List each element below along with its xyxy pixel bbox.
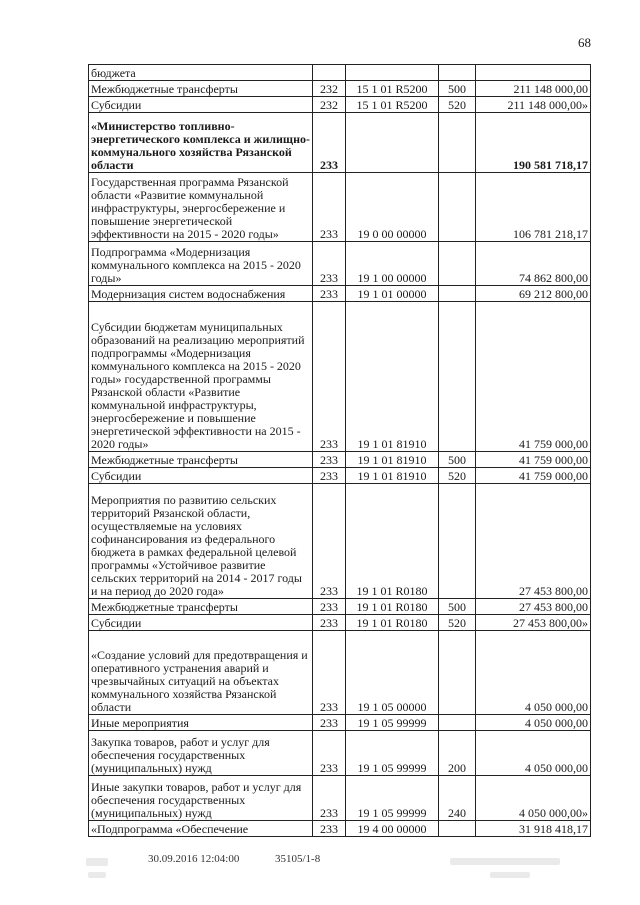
table-row [89,599,591,615]
row-cs-cell: 19 1 01 81910 [346,468,439,484]
row-cs-cell: 19 0 00 00000 [346,173,439,242]
table-row [89,113,591,173]
row-cs-cell [346,65,439,81]
row-name-cell: Мероприятия по развитию сельских территорий Рязанской области, осуществляемые на условиях софинансирования из федерального бюджета в рамках федеральной целевой программы «Устойчивое развитие сельских территорий на 2014 - 2017 годы и на период до 2020 года» [89,484,313,599]
scan-smudge [88,872,106,878]
table-row [89,81,591,97]
row-vr-cell [439,113,476,173]
row-gr-cell: 233 [313,484,346,599]
table-row [89,821,591,837]
footer-doc-id: 35105/1-8 [275,853,321,865]
row-cs-cell: 19 1 05 99999 [346,731,439,776]
row-name-cell: Государственная программа Рязанской области «Развитие коммунальной инфраструктуры, энергосбережение и повышение энергетической эффективности на 2015 - 2020 годы» [89,173,313,242]
row-name-cell: «Подпрограмма «Обеспечение [89,821,313,837]
row-sum-cell: 41 759 000,00 [476,468,591,484]
row-gr-cell: 233 [313,821,346,837]
row-gr-cell: 232 [313,97,346,113]
row-cs-cell: 19 1 05 99999 [346,776,439,821]
row-sum-cell: 27 453 800,00 [476,484,591,599]
row-sum-cell: 106 781 218,17 [476,173,591,242]
row-sum-cell: 211 148 000,00 [476,81,591,97]
row-name-cell: Иные закупки товаров, работ и услуг для обеспечения государственных (муниципальных) нужд [89,776,313,821]
row-vr-cell: 520 [439,97,476,113]
scan-smudge [490,872,530,878]
table-row [89,452,591,468]
row-vr-cell [439,631,476,715]
row-gr-cell: 233 [313,631,346,715]
row-gr-cell: 233 [313,731,346,776]
row-sum-cell: 4 050 000,00 [476,631,591,715]
table-row [89,173,591,242]
row-vr-cell [439,173,476,242]
row-sum-cell: 41 759 000,00 [476,302,591,452]
scan-smudge [450,858,560,865]
row-vr-cell: 200 [439,731,476,776]
scan-smudge [86,858,108,866]
footer-date: 30.09.2016 12:04:00 [148,853,240,865]
row-vr-cell: 520 [439,468,476,484]
table-row [89,286,591,302]
row-sum-cell: 69 212 800,00 [476,286,591,302]
row-name-cell: Модернизация систем водоснабжения [89,286,313,302]
row-vr-cell: 500 [439,452,476,468]
row-gr-cell: 233 [313,715,346,731]
row-gr-cell: 233 [313,286,346,302]
row-name-cell: Субсидии [89,468,313,484]
row-sum-cell: 190 581 718,17 [476,113,591,173]
row-name-cell: Субсидии [89,615,313,631]
row-vr-cell [439,821,476,837]
row-gr-cell: 233 [313,776,346,821]
table-row [89,615,591,631]
row-name-cell: Межбюджетные трансферты [89,452,313,468]
row-name-cell: бюджета [89,65,313,81]
row-name-cell: Субсидии [89,97,313,113]
row-sum-cell: 4 050 000,00 [476,731,591,776]
row-cs-cell: 19 1 01 R0180 [346,599,439,615]
page-number: 68 [578,35,591,50]
row-vr-cell [439,715,476,731]
row-cs-cell: 15 1 01 R5200 [346,97,439,113]
row-gr-cell: 232 [313,81,346,97]
table-row [89,242,591,286]
row-name-cell: Субсидии бюджетам муниципальных образований на реализацию мероприятий подпрограммы «Модернизация коммунального комплекса на 2015 - 2020 годы» государственной программы Рязанской области «Развитие коммунальной инфраструктуры, энергосбережение и повышение энергетической эффективности на 2015 - 2020 годы» [89,302,313,452]
row-gr-cell: 233 [313,242,346,286]
row-vr-cell: 500 [439,81,476,97]
row-cs-cell: 19 1 01 81910 [346,302,439,452]
budget-table-body [89,65,591,837]
row-name-cell: «Министерство топливно-энергетического комплекса и жилищно-коммунального хозяйства Рязанской области [89,113,313,173]
row-vr-cell: 520 [439,615,476,631]
row-cs-cell: 19 1 01 81910 [346,452,439,468]
table-row [89,302,591,452]
row-sum-cell: 4 050 000,00 [476,715,591,731]
row-gr-cell: 233 [313,302,346,452]
row-vr-cell [439,302,476,452]
row-sum-cell [476,65,591,81]
row-vr-cell [439,484,476,599]
row-sum-cell: 27 453 800,00 [476,599,591,615]
row-sum-cell: 31 918 418,17 [476,821,591,837]
row-gr-cell: 233 [313,173,346,242]
row-gr-cell: 233 [313,452,346,468]
row-cs-cell: 19 1 01 R0180 [346,615,439,631]
table-row [89,715,591,731]
row-cs-cell: 19 1 05 99999 [346,715,439,731]
row-gr-cell: 233 [313,113,346,173]
table-row [89,468,591,484]
row-cs-cell: 15 1 01 R5200 [346,81,439,97]
row-sum-cell: 211 148 000,00» [476,97,591,113]
row-name-cell: Закупка товаров, работ и услуг для обеспечения государственных (муниципальных) нужд [89,731,313,776]
table-row [89,631,591,715]
row-vr-cell [439,65,476,81]
row-gr-cell: 233 [313,615,346,631]
row-sum-cell: 41 759 000,00 [476,452,591,468]
row-gr-cell: 233 [313,468,346,484]
row-gr-cell [313,65,346,81]
table-row [89,97,591,113]
row-sum-cell: 74 862 800,00 [476,242,591,286]
row-gr-cell: 233 [313,599,346,615]
row-cs-cell: 19 1 05 00000 [346,631,439,715]
table-row [89,731,591,776]
row-name-cell: Межбюджетные трансферты [89,599,313,615]
row-vr-cell: 240 [439,776,476,821]
table-row [89,484,591,599]
row-name-cell: Иные мероприятия [89,715,313,731]
row-vr-cell [439,242,476,286]
budget-table [88,64,591,837]
row-sum-cell: 27 453 800,00» [476,615,591,631]
row-vr-cell: 500 [439,599,476,615]
row-name-cell: «Создание условий для предотвращения и оперативного устранения аварий и чрезвычайных ситуаций на объектах коммунального хозяйства Рязанской области [89,631,313,715]
table-row [89,776,591,821]
table-row [89,65,591,81]
row-name-cell: Подпрограмма «Модернизация коммунального комплекса на 2015 - 2020 годы» [89,242,313,286]
row-cs-cell: 19 1 00 00000 [346,242,439,286]
row-name-cell: Межбюджетные трансферты [89,81,313,97]
row-vr-cell [439,286,476,302]
row-sum-cell: 4 050 000,00» [476,776,591,821]
row-cs-cell: 19 1 01 R0180 [346,484,439,599]
row-cs-cell: 19 4 00 00000 [346,821,439,837]
row-cs-cell: 19 1 01 00000 [346,286,439,302]
row-cs-cell [346,113,439,173]
